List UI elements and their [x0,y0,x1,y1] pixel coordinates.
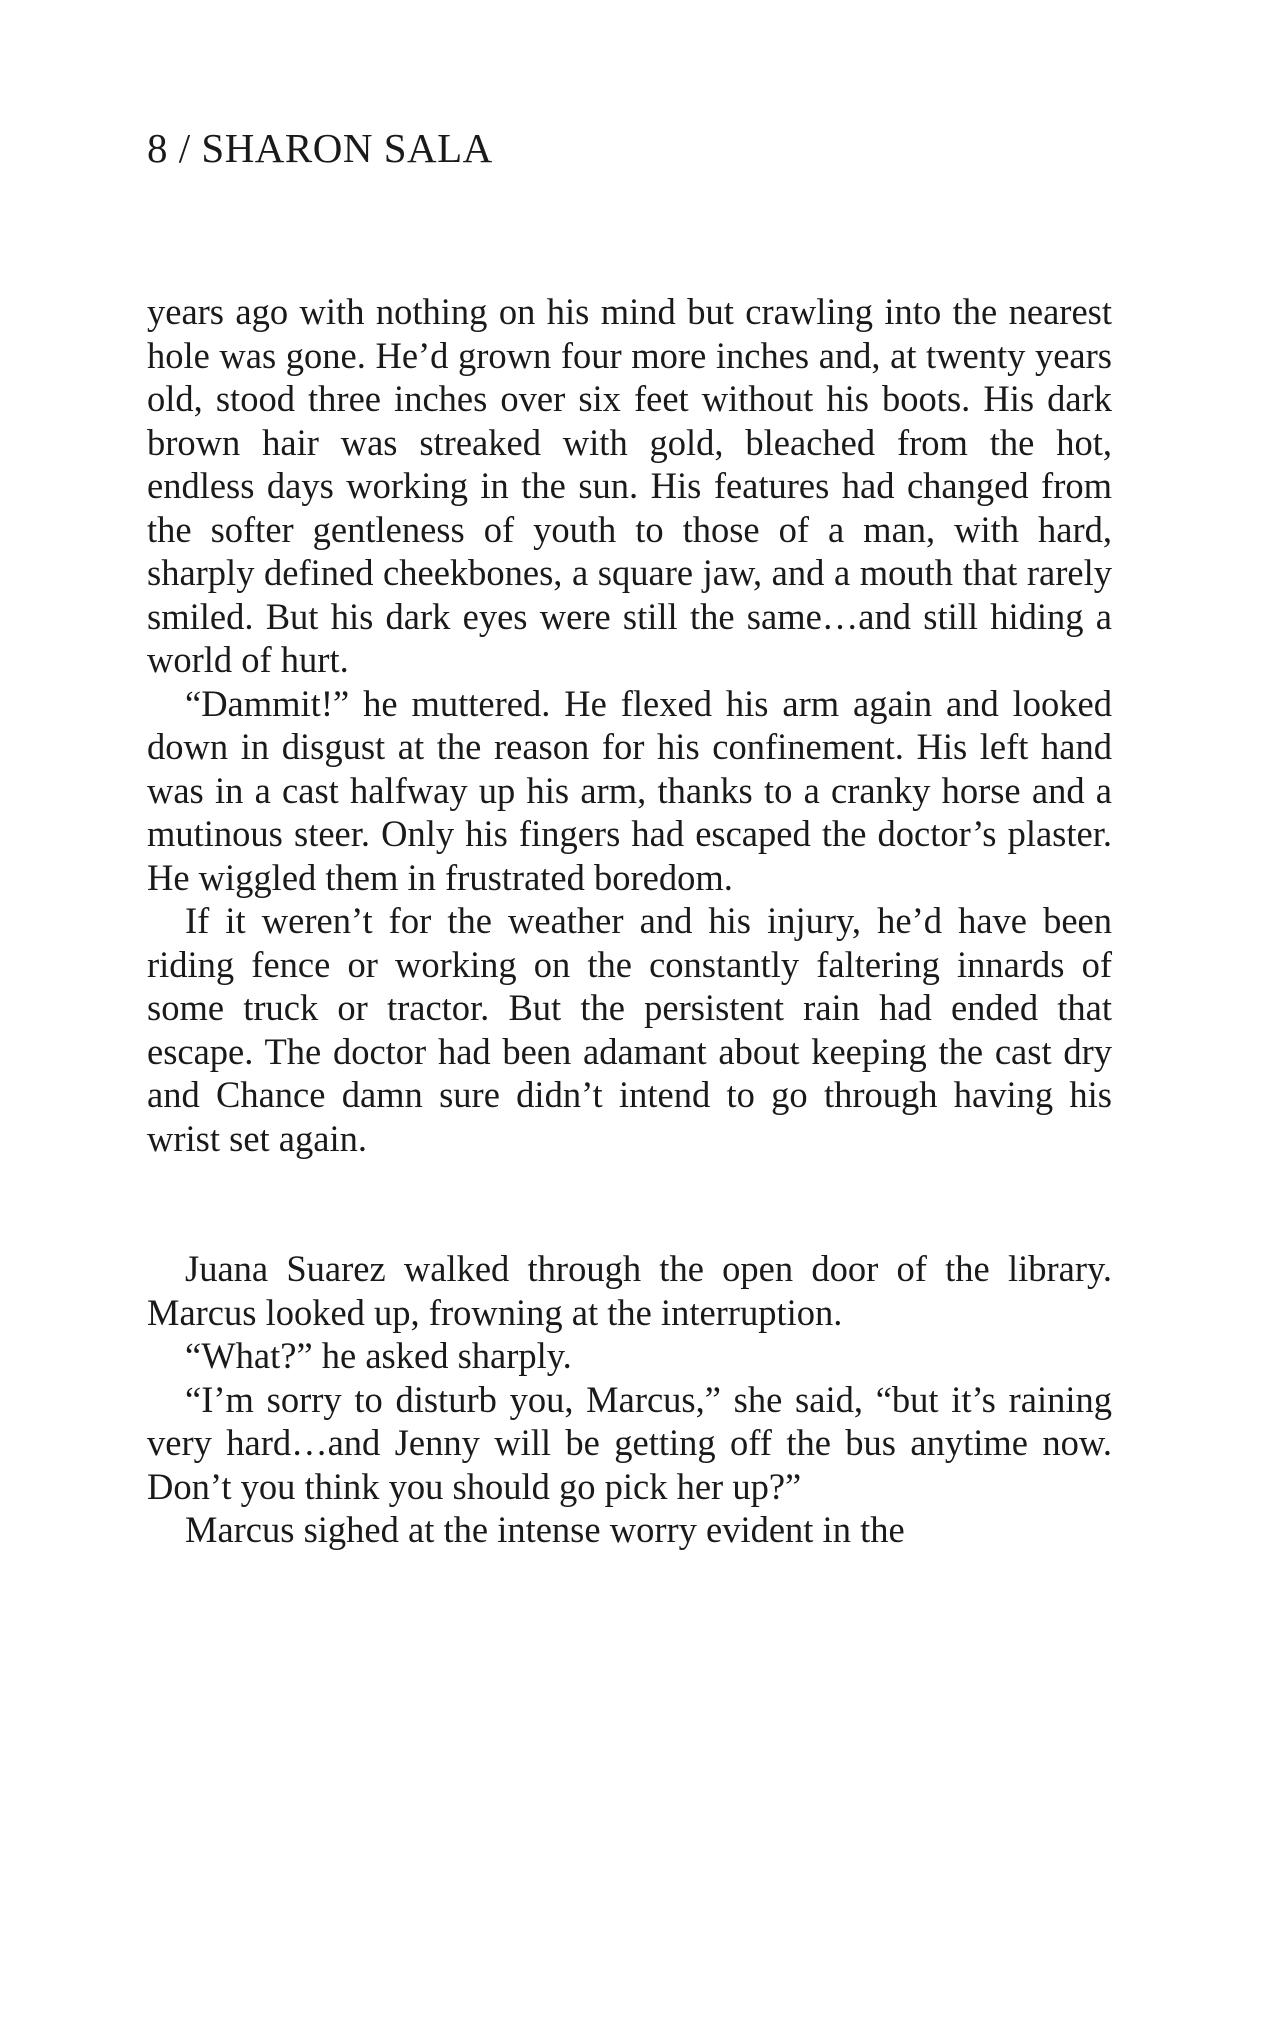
paragraph: years ago with nothing on his mind but crawling into the nearest hole was gone. He’d grown four more inches and, at twenty years old, stood three inches over six feet without his boots. His dark brown hair was streaked with gold, bleached from the hot, endless days working in the sun. His features had changed from the softer gentleness of youth to those of a man, with hard, sharply defined cheekbones, a square jaw, and a mouth that rarely smiled. But his dark eyes were still the same…and still hiding a world of hurt. [147,291,1112,680]
paragraph: “Dammit!” he muttered. He flexed his arm again and looked down in disgust at the reason for his confinement. His left hand was in a cast halfway up his arm, thanks to a cranky horse and a mutinous steer. Only his fingers had escaped the doctor’s plaster. He wiggled them in frustrated boredom. [147,682,1112,898]
paragraph: If it weren’t for the weather and his injury, he’d have been riding fence or working on the constantly faltering innards of some truck or tractor. But the persistent rain had ended that escape. The doctor had been adamant about keeping the cast dry and Chance damn sure didn’t intend to go through having his wrist set again. [147,900,1112,1159]
body-text [147,290,1112,1552]
running-head: 8 / SHARON SALA [147,125,493,171]
paragraph: “What?” he asked sharply. [185,1335,572,1376]
section-break [147,1160,1112,1247]
paragraph: Marcus sighed at the intense worry evident in the [185,1509,905,1550]
paragraph: Juana Suarez walked through the open door of the library. Marcus looked up, frowning at the interruption. [147,1248,1112,1333]
paragraph: “I’m sorry to disturb you, Marcus,” she said, “but it’s raining very hard…and Jenny will be getting off the bus anytime now. Don’t you think you should go pick her up?” [147,1378,1112,1507]
